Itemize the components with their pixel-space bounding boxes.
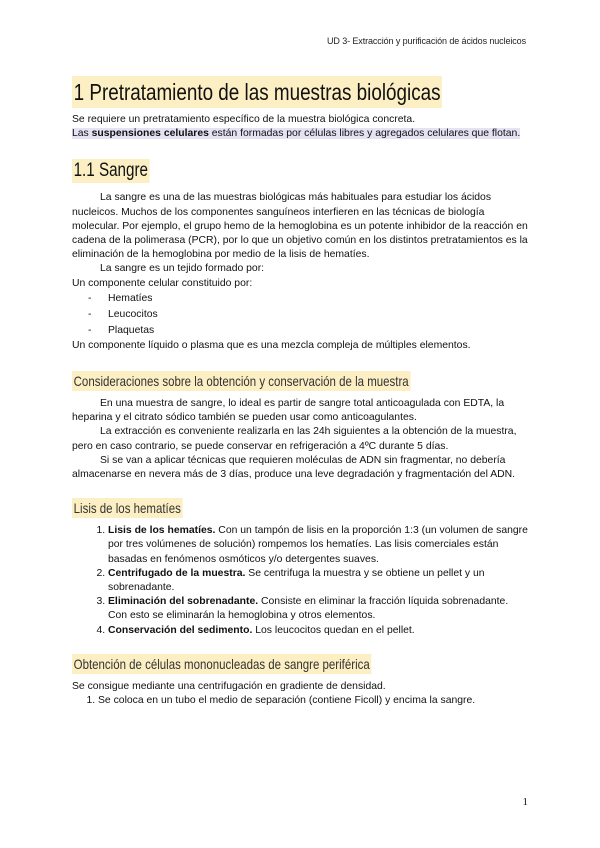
mononucleadas-steps bbox=[72, 694, 528, 708]
consideraciones-paragraph-1: En una muestra de sangre, lo ideal es partir de sangre total anticoagulada con EDTA, la heparina y el citrato sódico también se pueden usar como anticoagulantes. bbox=[72, 398, 505, 424]
running-header: UD 3- Extracción y purificación de ácidos nucleicos bbox=[327, 36, 526, 46]
list-item: - Plaquetas bbox=[88, 324, 155, 336]
list-item: 1. Se coloca en un tubo el medio de separación (contiene Ficoll) y encima la sangre. bbox=[98, 694, 528, 708]
intro-line-1: Se requiere un pretratamiento específico de la muestra biológica concreta. bbox=[72, 114, 416, 125]
sangre-paragraph-1: La sangre es una de las muestras biológicas más habituales para estudiar los ácidos nucleicos. Muchos de los componentes sanguíneos interfieren en las técnicas de biología molecular. Por ejemplo, el grupo hemo de la hemoglobina es un potente inhibidor de la reacción en cadena de la polimerasa (PCR), por lo que un objetivo común en los distintos pretratamientos es la eliminación de la hemoglobina por medio de la lisis de hematíes. bbox=[72, 192, 528, 261]
page-number: 1 bbox=[522, 796, 528, 808]
intro-line-2: Las suspensiones celulares están formadas por células libres y agregados celulares que flotan. bbox=[72, 128, 521, 140]
list-item: - Leucocitos bbox=[88, 308, 158, 320]
heading-mononucleadas: Obtención de células mononucleadas de sangre periférica bbox=[73, 655, 370, 672]
consideraciones-paragraph-3: Si se van a aplicar técnicas que requieren moléculas de ADN sin fragmentar, no debería almacenarse en nevera más de 3 días, produce una leve degradación y fragmentación del ADN. bbox=[72, 454, 516, 481]
sangre-paragraph-4: Un componente líquido o plasma que es una mezcla compleja de múltiples elementos. bbox=[72, 339, 471, 351]
list-item: 3. Eliminación del sobrenadante. Consiste en eliminar la fracción líquida sobrenadante. Con esto se eliminarán la hemoglobina y otros elementos. bbox=[108, 595, 528, 623]
list-item: - Hematíes bbox=[88, 292, 153, 304]
sangre-paragraph-2: La sangre es un tejido formado por: bbox=[100, 263, 265, 275]
consideraciones-paragraph-2: La extracción es conveniente realizarla en las 24h siguientes a la obtención de la muestra, pero en caso contrario, se puede conservar en refrigeración a 4ºC durante 5 días. bbox=[72, 426, 517, 452]
page-title: 1 Pretratamiento de las muestras biológicas bbox=[72, 76, 442, 108]
suspensiones-term: suspensiones celulares bbox=[91, 128, 209, 140]
heading-sangre: 1.1 Sangre bbox=[73, 160, 148, 182]
mononucleadas-paragraph: Se consigue mediante una centrifugación en gradiente de densidad. bbox=[72, 680, 386, 692]
list-item: 1. Lisis de los hematíes. Con un tampón de lisis en la proporción 1:3 (un volumen de sangre por tres volúmenes de solución) rompemos los hematíes. Las lisis comerciales están basadas en fenómenos osmóticos y/o detergentes suaves. bbox=[108, 524, 528, 567]
lisis-steps bbox=[72, 524, 528, 638]
list-item: 2. Centrifugado de la muestra. Se centrifuga la muestra y se obtiene un pellet y un sobrenadante. bbox=[108, 567, 528, 595]
cells-list bbox=[72, 291, 528, 339]
list-item: 4. Conservación del sedimento. Los leucocitos quedan en el pellet. bbox=[108, 624, 528, 638]
sangre-paragraph-3: Un componente celular constituido por: bbox=[72, 277, 253, 289]
heading-consideraciones: Consideraciones sobre la obtención y conservación de la muestra bbox=[73, 373, 409, 390]
document-page bbox=[72, 76, 528, 708]
heading-lisis: Lisis de los hematíes bbox=[73, 500, 181, 517]
